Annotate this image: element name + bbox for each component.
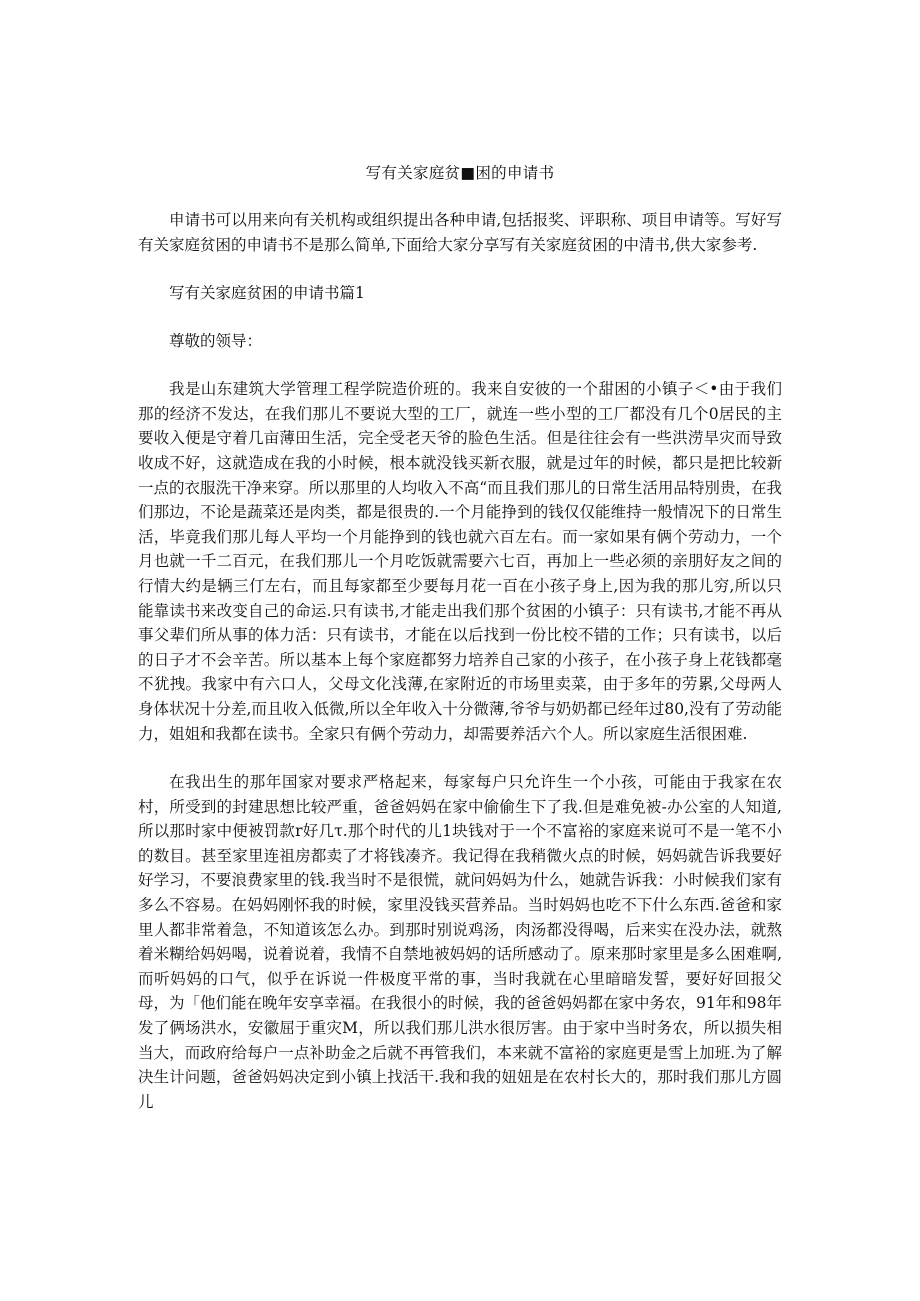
document-title: 写有关家庭贫■困的申请书: [365, 164, 555, 182]
spacer: [138, 746, 782, 770]
salutation: 尊敬的领导：: [169, 332, 263, 351]
spacer: [138, 353, 782, 377]
spacer: [138, 257, 782, 281]
spacer: [138, 305, 782, 329]
body-paragraph-1: 我是山东建筑大学管理工程学院造价班的。我来自安彼的一个甜困的小镇子＜•由于我们那的经济不发达，在我们那儿不要说大型的工厂，就连一些小型的工厂都没有几个0居民的主要收入便是守着几亩薄田生活，完全受老天爷的脸色生活。但是往往会有一些洪涝旱灾而导致收成不好，这就造成在我的小时候，根本就没钱买新衣服，就是过年的时候，都只是把比较新一点的衣服洗干净来穿。所以那里的人均收入不高“而且我们那儿的日常生活用品特別贵，在我们那边，不论是蔬菜还是肉类，都是很贵的.一个月能挣到的钱仅仅能维持一般情况下的日常生活，毕竟我们那儿每人平均一个月能挣到的钱也就六百左右。而一家如果有俩个劳动力，一个月也就一千二百元，在我们那儿一个月吃饭就需要六七百，再加上一些必须的亲朋好友之间的行情大约是辆三仃左右，而且每家都至少要每月花一百在小孩子身上,因为我的那儿穷,所以只能靠读书来改变自己的命运.只有读书,才能走出我们那个贫困的小镇子：只有读书,才能不再从事父辈们所从事的体力活：只有读书，才能在以后找到一份比校不错的工作；只有读书，以后的日子才不会辛苦。所以基本上每个家庭都努力培养自己家的小孩子，在小孩子身上花钱都毫不犹拽。我家中有六口人，父母文化浅薄,在家附近的市场里卖菜，由于多年的劳累,父母两人身体状况十分差,而且收入低微,所以全年收入十分微薄,爷爷与奶奶都已经年过80,没有了劳动能力，姐姐和我都在读书。全家只有俩个劳动力，却需要养活六个人。所以家庭生活很困难.: [138, 380, 782, 743]
document-page: [138, 162, 782, 1114]
intro-paragraph: 申请书可以用来向有关机构或组织提出各种申请,包括报奖、评职称、项目申请等。写好写有关家庭贫困的申请书不是那么简单,下面给大家分享写有关家庭贫困的中清书,供大家参考.: [138, 211, 782, 254]
section-heading: 写有关家庭贫困的申请书篇1: [169, 284, 365, 303]
body-paragraph-2: 在我出生的那年国家对要求严格起来，每家每户只允许生一个小孩，可能由于我家在农村，所受到的封建思想比较严重，爸爸妈妈在家中偷偷生下了我.但是难免被-办公室的人知道,所以那时家中便被罚款r好几τ.那个时代的儿1块钱对于一个不富裕的家庭来说可不是一笔不小的数目。甚至家里连祖房都卖了才将钱凑齐。我记得在我稍微火点的时候，妈妈就告诉我要好好学习，不要浪费家里的钱.我当时不是很慌，就问妈妈为什么，她就告诉我：小时候我们家有多么不容易。在妈妈刚怀我的时候，家里没钱买营养品。当时妈妈也吃不下什么东西.爸爸和家里人都非常着急，不知道该怎么办。到那时别说鸡汤，肉汤都没得喝，后来实在没办法，就熬着米糊给妈妈喝，说着说着，我情不自禁地被妈妈的话所感动了。原来那时家里是多么困难啊,而听妈妈的口气，似乎在诉说一件极度平常的事，当时我就在心里暗暗发誓，要好好回报父母，为「他们能在晚年安享幸福。在我很小的时候，我的爸爸妈妈都在家中务农，91年和98年发了俩场洪水，安徽屈于重灾M，所以我们那儿洪水很厉害。由于家中当时务农，所以损失相当大，而政府给每户一点补助金之后就不再管我们，本来就不富裕的家庭更是雪上加班.为了解决生计问题，爸爸妈妈决定到小镇上找活干.我和我的妞妞是在农村长大的，那时我们那儿方圆儿: [138, 773, 782, 1111]
